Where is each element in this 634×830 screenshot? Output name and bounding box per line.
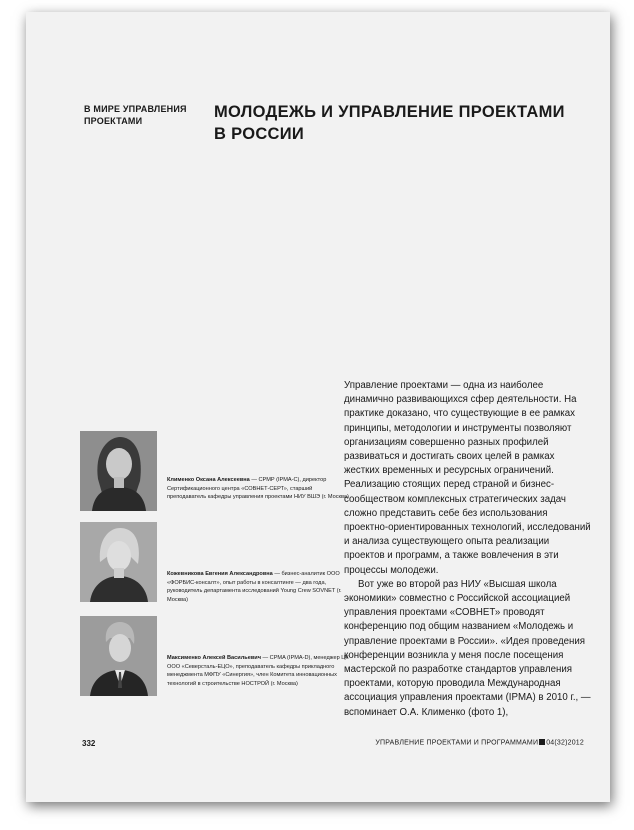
body-paragraph: Вот уже во второй раз НИУ «Высшая школа экономики» совместно с Российской ассоциацией управления проектами «СОВНЕТ» проводят конференцию под общим названием «Молодежь и управление проектами в России». «Идея проведения конференции возникла у меня после посещения мастерской по разработке стандартов управления проектами, которую проводила Международная ассоциация управления проектами (IPMA) в 2010 г., — вспоминает О.А. Клименко (фото 1), (344, 578, 591, 718)
issue-number: 04(32)2012 (546, 739, 584, 747)
author-description: — CPMP (IPMA-C), директор Сертификационного центра «СОВНЕТ-СЕРТ», старший преподаватель кафедры управления проектами НИУ ВШЭ (г. Москва) (167, 477, 349, 501)
author-bio-klimenko (167, 476, 352, 502)
body-paragraph: Управление проектами — одна из наиболее динамично развивающихся сфер деятельности. На практике доказано, что существующие в ее рамках принципы, методологии и инструменты позволяют организациям совершенно разных профилей развиваться и достигать своих целей в рамках жестких временных и ресурсных ограничений. Реализацию стоящих перед страной и бизнес-сообществом комплексных стратегических задач сложно представить себе без использования проектно-ориентированных технологий, исследований и анализа существующего опыта реализации проектов и программ, а также вовлечения в эти процессы молодежи. (344, 380, 591, 576)
journal-footer (375, 739, 584, 747)
article-body (344, 379, 592, 720)
author-description: — CPMA (IPMA-D), менеджер ЦК ООО «Северсталь-ЕЦО», преподаватель кафедры прикладного менеджмента МФПУ «Синергия», член Комитета инновационных технологий в строительстве НОСТРОЙ (г. Москва) (167, 655, 349, 687)
author-bio-maksimenko (167, 654, 352, 688)
magazine-page (26, 12, 610, 802)
section-rubric: В МИРЕ УПРАВЛЕНИЯ ПРОЕКТАМИ (84, 104, 187, 126)
author-photo-klimenko (80, 431, 157, 511)
page-number: 332 (82, 739, 96, 748)
author-name: Клименко Оксана Алексеевна (167, 477, 250, 483)
author-name: Кожевникова Евгения Александровна (167, 571, 273, 577)
author-name: Максименко Алексей Васильевич (167, 655, 261, 661)
author-photo-maksimenko (80, 616, 157, 696)
article-title: МОЛОДЕЖЬ И УПРАВЛЕНИЕ ПРОЕКТАМИ В РОССИИ (214, 103, 565, 143)
square-separator-icon (539, 739, 545, 745)
author-description: — бизнес-аналитик ООО «ФОРБИС-консалт», опыт работы в консалтинге — два года, руководитель департамента исследований Young Crew SOVNET (г. Москва) (167, 571, 342, 603)
author-bio-kozhevnikova (167, 570, 352, 604)
journal-name: УПРАВЛЕНИЕ ПРОЕКТАМИ И ПРОГРАММАМИ (375, 739, 539, 747)
author-photo-kozhevnikova (80, 522, 157, 602)
